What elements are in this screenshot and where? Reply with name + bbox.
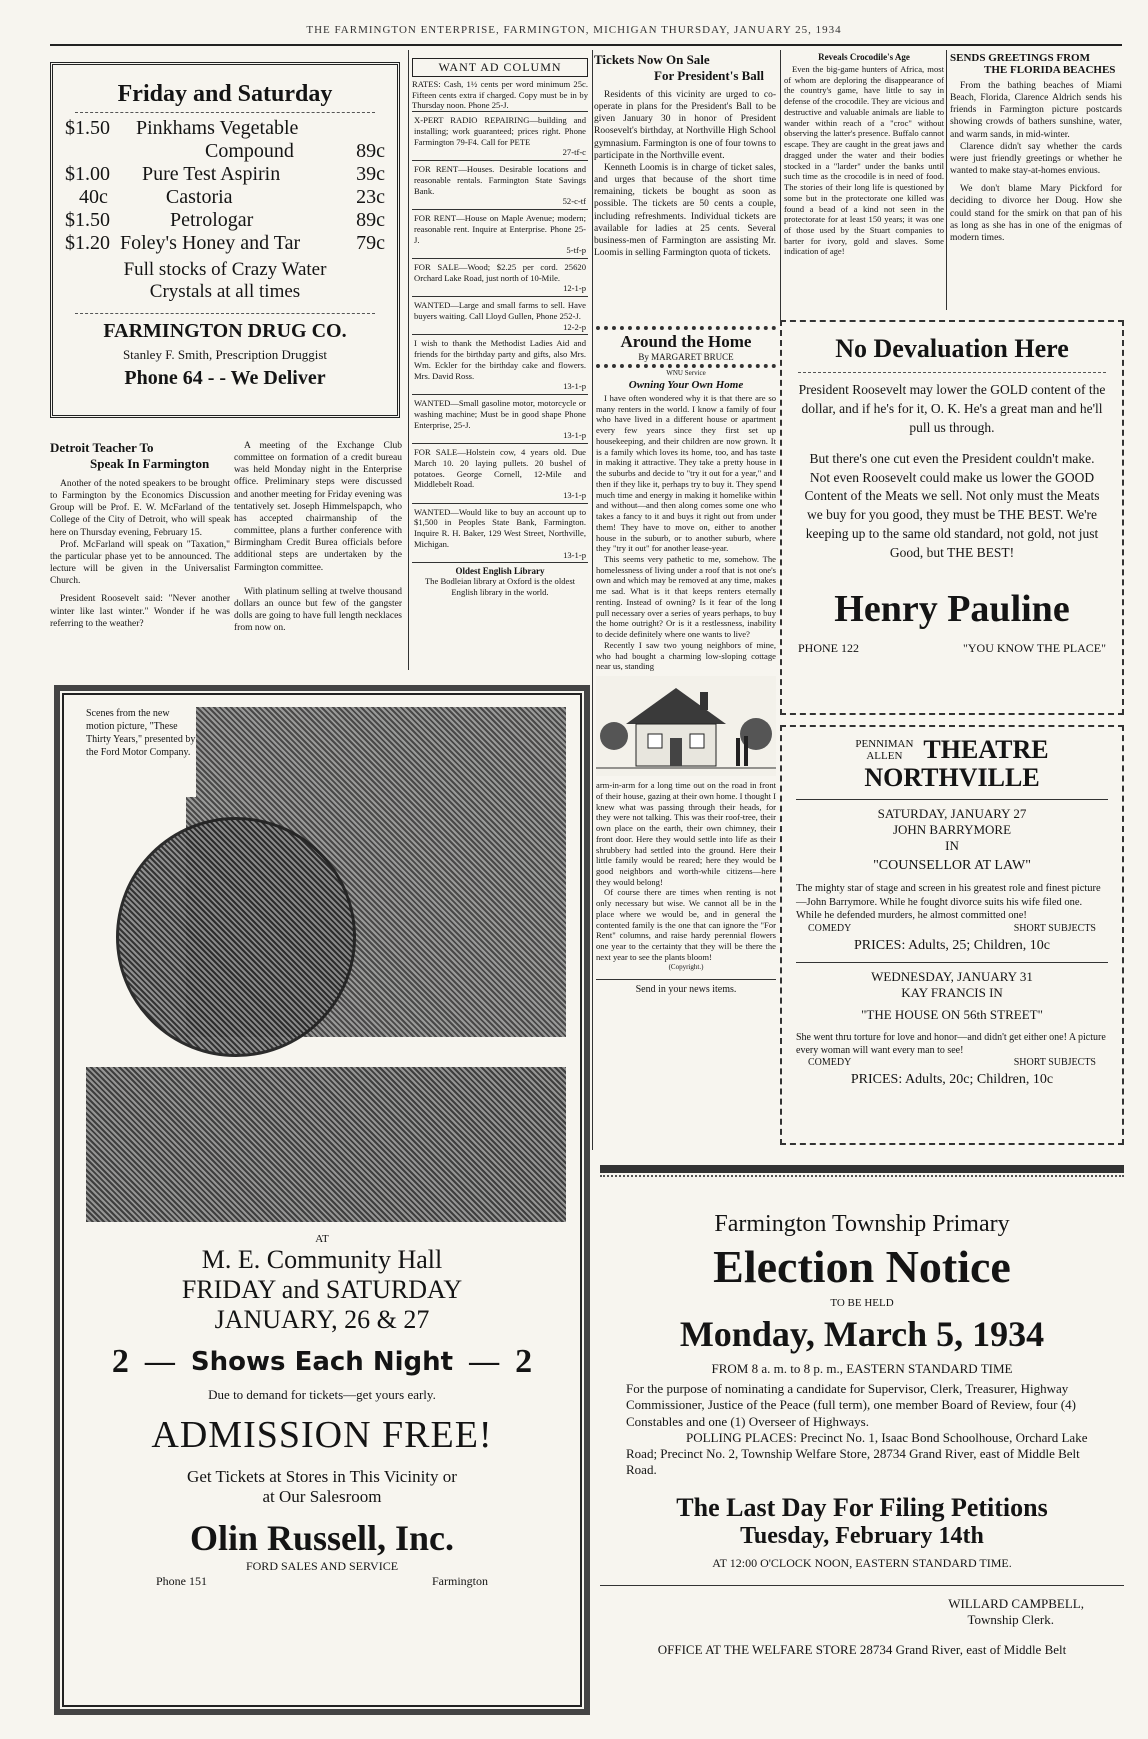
ticket-prices: PRICES: Adults, 25; Children, 10c [853,937,1050,953]
price-row [65,232,385,255]
want-ad-code: 5-tf-p [566,245,586,256]
note-line: Full stocks of Crazy Water [123,259,327,280]
library-item [412,562,588,597]
divider [796,799,1108,800]
ad-paragraph: President Roosevelt may lower the GOLD content of the dollar, and if he's for it, O. K. He's a great man and he'll pull us through. [798,382,1106,435]
want-ad-item [412,394,588,443]
home-subhead: Owning Your Own Home [628,379,744,391]
around-the-home-column [596,326,776,995]
home-byline: By MARGARET BRUCE [638,352,734,362]
extra-label: COMEDY [808,922,852,934]
theatre-ad [780,725,1124,1145]
home-body: Recently I saw two young neighbors of mine, who had bought a charming low-sloping cottage near us, standing [596,639,776,672]
want-ad-column [412,58,588,598]
cottage-illustration [596,676,776,776]
price-row [65,186,385,209]
article-title: Speak In Farmington [90,456,210,471]
article-body: A meeting of the Exchange Club committee on formation of a credit bureau was held Monday night in the Enterprise office. Preliminary steps were discussed and another meeting for Friday evening was tentatively set. Joseph Himmelspapch, who has accepted chairmanship of the committee, plans a further conference with Birmingham Credit Burea officials before additional steps are undertaken by the Farmington committee. [234,441,402,573]
article-title: SENDS GREETINGS FROM [950,52,1090,64]
ticket-info: Get Tickets at Stores in This Vicinity or [187,1467,457,1486]
product-name: Pinkhams Vegetable [136,117,299,139]
drug-phone: Phone 64 - - We Deliver [124,366,326,389]
caption-box [86,707,196,797]
presidents-ball-article [594,52,776,259]
want-ad-text: FOR RENT—Houses. Desirable locations and reasonable rentals. Farmington State Savings Bank. [414,164,586,196]
show-in: IN [945,838,959,853]
article-body: With platinum selling at twelve thousand dollars an ounce but few of the gangster dolls are going to have full length necklaces from now on. [234,586,402,634]
election-purpose: For the purpose of nominating a candidate for Supervisor, Clerk, Treasurer, Highway Commissioner, Justice of the Peace (full term), one member Board of Review, four (4) Constables and one (1) Overseer of Highways. [626,1381,1076,1429]
dealer-phone: Phone 151 [156,1574,207,1588]
column-divider [946,50,947,310]
dealer-service: FORD SALES AND SERVICE [245,1559,399,1573]
column-divider [780,50,781,320]
want-ad-text: FOR SALE—Holstein cow, 4 years old. Due March 10. 20 laying pullets. 20 bushel of potatoes. George Cornell, 12-Mile and Middlebelt Road. [414,447,586,490]
divider [798,372,1106,373]
theatre-name: PENNIMAN [855,737,914,750]
home-body: arm-in-arm for a long time out on the road in front of their house, gazing at their own home. I thought I knew what was passing through their heads, for they were not talking. This was their roof-tree, their own place on the earth, their own chimney, their front door. Here they would settle into life as their shrubbery had settled into the ground. Here their little family would be reared; here they would be good neighbors and worth-while citizens—here they would belong! [596,780,776,887]
column-divider [408,50,409,670]
show-dates: JANUARY, 26 & 27 [214,1305,430,1334]
want-ad-text: X-PERT RADIO REPAIRING—building and installing; work guaranteed; prices right. Phone Farmington 79-F4. Call for PETE [414,115,586,147]
crazy-water-note [65,259,385,303]
held-label: TO BE HELD [830,1297,894,1309]
want-ad-code: 52-c-tf [562,196,586,207]
home-header [596,326,776,368]
want-ad-item [412,443,588,503]
ad-footer [798,641,1106,656]
polling-places: POLLING PLACES: Precinct No. 1, Isaac Bond Schoolhouse, Orchard Lake Road; Precinct No. 2, Township Welfare Store, 28734 Grand River, east of Middle Belt Road. [626,1429,1088,1478]
film-title: "COUNSELLOR AT LAW" [873,858,1031,873]
clerk-name: WILLARD CAMPBELL, [948,1595,1084,1611]
divider [75,112,375,113]
home-body: This seems very pathetic to me, somehow. The homelessness of living under a roof that is not one's own and which may be removed at any time, makes me sad. What is it that keeps renters eternally renting. Instead of owning? Is it fear of the long pull necessary over a series of years perhaps, to buy the home outright? Or is it a restlessness, inability to decide definitely where one wants to live? [596,554,776,640]
product-name: Petrologar [170,209,254,231]
masthead: THE FARMINGTON ENTERPRISE, FARMINGTON, MICHIGAN THURSDAY, JANUARY 25, 1934 [306,24,842,36]
theatre-names [855,738,913,762]
product-name: Compound [205,140,294,162]
ad-paragraph: But there's one cut even the President couldn't make. Not even Roosevelt could make us lower the GOOD Content of the Meats we sell. Not only must the Meats we buy for you good, they must be THE BEST. We're keeping up to the same old standard, not gold, not just Good, but THE BEST! [804,450,1100,561]
store-phone: PHONE 122 [798,641,860,656]
sale-price: 89c [356,140,385,162]
original-price: $1.00 [65,163,110,185]
show-days: FRIDAY and SATURDAY [181,1275,463,1304]
masthead-rule [50,44,1122,46]
want-ad-item [412,503,588,563]
original-price: 40c [79,186,108,208]
want-ad-code: 12-2-p [563,321,586,332]
divider [600,1175,1124,1177]
home-body: Of course there are times when renting is not only necessary but wise. We cannot all be in the place where we would be, and in general the contented family is the one that can ignore the "For Rent" columns, and raise hardy perennial flowers one year to the certainty that they will be there the next year to see the plants bloom! [596,887,776,962]
extra-label: SHORT SUBJECTS [1013,1056,1096,1068]
want-ad-code: 13-1-p [563,430,586,441]
want-ad-item [412,111,588,160]
drug-price-list [65,117,385,255]
product-name: Castoria [165,186,233,208]
sale-price: 23c [356,186,385,208]
article-body: Prof. McFarland will speak on "Taxation," the particular phase yet to be announced. The lecture will be given in the Universalist Church. [50,539,230,587]
theatre-name: ALLEN [866,750,903,762]
price-row [65,117,385,140]
dealer-footer [86,1574,558,1589]
theatre-title: THEATRE [923,735,1049,764]
at-label: AT [315,1233,329,1245]
crowd-scene-photo [86,1067,566,1222]
want-ad-item [412,296,588,334]
shows-label: Shows Each Night [190,1347,454,1377]
divider [75,313,375,314]
venue: M. E. Community Hall [201,1245,443,1274]
article-body: Kenneth Loomis is in charge of ticket sales, and urges that because of the short time remaining, tickets be bought as soon as possible. The tickets are 50 cents a couple, including refreshments. Individual tickets are available for ladies at 25 cents. Several business-men of Farmington are assisting Mr. Loomis in selling Farmington quota of tickets. [594,162,776,259]
theatre-header [796,735,1108,765]
dealer-town: Farmington [432,1574,488,1588]
petition-deadline-time: AT 12:00 O'CLOCK NOON, EASTERN STANDARD TIME. [712,1555,1012,1570]
drug-company: FARMINGTON DRUG CO. [103,319,347,342]
shows-count: 2 [515,1343,533,1380]
demand-note: Due to demand for tickets—get yours early. [208,1387,436,1402]
crocodile-article [784,52,944,257]
article-body: President Roosevelt said: "Never another winter like last winter." Wonder if he was referring to the weather? [50,594,230,629]
shows-banner: 2 — Shows Each Night — 2 [111,1343,533,1380]
home-body: I have often wondered why it is that there are so many renters in the world. I know a family of four who have lived in a different house or apartment every few years since they first set up housekeeping, and their children are now grown. It is a family which loves its home, too, and has taste in making it attractive. They take a pretty house in the suburbs and decide to "try it out for a year," and then if they like it, perhaps try to buy it. They spend much time and energy in making it homelike within and without—and then along comes some one who takes a fancy to it and buys it right out from under them! They have to move on, either to another house in the suburb, or to another suburb, where they "try it out" for another lease-year. [596,393,776,554]
drug-store-ad [50,62,400,418]
library-body: The Bodleian library at Oxford is the oldest English library in the world. [424,576,576,598]
want-ad-item [412,334,588,394]
sale-price: 79c [356,232,385,254]
original-price: $1.50 [65,209,110,231]
article-body: Another of the noted speakers to be brought to Farmington by the Economics Discussion Group will be Prof. E. W. McFarland of the College of the City of Detroit, who will speak here on Thursday evening, February 15. [50,479,230,538]
want-ad-text: WANTED—Small gasoline motor, motorcycle or washing machine; Must be in good shape Phone Enterprise, 25-J. [414,398,586,430]
drug-owner: Stanley F. Smith, Prescription Druggist [122,346,328,362]
florida-article [950,52,1122,244]
dealer-name: Olin Russell, Inc. [189,1518,455,1558]
extra-label: COMEDY [808,1056,852,1068]
article-body: Residents of this vicinity are urged to co-operate in plans for the President's Ball to be given January 30 in honor of President Roosevelt's birthday, at Northville High School gymnasium. Farmington is one of four towns to participate in the Northville event. [594,90,776,161]
film-description: She went thru torture for love and honor—and didn't get either one! A picture every woman will want every man to see! [796,1031,1106,1056]
original-price: $1.20 [65,232,110,254]
divider [796,962,1108,963]
want-ad-code: 27-tf-c [562,147,586,158]
petition-deadline-date: Tuesday, February 14th [740,1522,984,1549]
admission-free: ADMISSION FREE! [151,1414,493,1456]
want-ad-item [412,258,588,296]
article-title: THE FLORIDA BEACHES [984,64,1116,76]
notice-title: Farmington Township Primary [714,1211,1010,1237]
film-description: The mighty star of stage and screen in his greatest role and finest picture—John Barrymore. While he fought divorce suits his wife filed one. While he defended murders, he almost committed one! [796,883,1101,922]
original-price: $1.50 [65,117,110,139]
show-extras [796,923,1108,934]
send-news-note: Send in your news items. [596,979,776,995]
show-star: KAY FRANCIS IN [901,984,1003,1000]
want-ad-code: 13-1-p [563,489,586,500]
want-ad-code: 12-1-p [563,283,586,294]
clerk-office: OFFICE AT THE WELFARE STORE 28734 Grand River, east of Middle Belt [657,1641,1067,1657]
want-ad-text: FOR RENT—House on Maple Avenue; modern; reasonable rent. Inquire at Enterprise. Phone 25-J. [414,213,586,245]
article-title: Detroit Teacher To [50,440,154,455]
product-name: Foley's Honey and Tar [120,232,301,254]
home-title: Around the Home [620,332,752,351]
ford-movie-ad [54,685,590,1715]
show-date: SATURDAY, JANUARY 27 [877,806,1027,821]
article-title: Reveals Crocodile's Age [818,52,910,62]
want-ad-text: FOR SALE—Wood; $2.25 per cord. 25620 Orchard Lake Road, just north of 10-Mile. [414,262,586,283]
extra-label: SHORT SUBJECTS [1013,922,1096,934]
show-date: WEDNESDAY, JANUARY 31 [871,968,1033,984]
show-star: JOHN BARRYMORE [892,822,1012,837]
divider [600,1585,1124,1586]
article-body: We don't blame Mary Pickford for deciding to divorce her Doug. How she could stand for the smirk on that pan of his as long as she has in one of the enigmas of modern times. [950,184,1122,243]
service-credit: WNU Service [666,369,706,377]
article-title: For President's Ball [654,68,765,83]
circular-scene-photo [116,817,356,1057]
drug-ad-heading: Friday and Saturday [117,81,333,107]
store-name: Henry Pauline [834,588,1070,631]
election-notice [600,1165,1124,1730]
henry-pauline-ad [780,320,1124,715]
teacher-article [50,440,230,630]
photo-caption: Scenes from the new motion picture, "These Thirty Years," presented by the Ford Motor Company. [86,708,196,758]
shows-count: 2 [111,1343,129,1380]
article-body: Clarence didn't say whether the cards were just friendly greetings or whether he wanted to make stay-at-homes envious. [950,141,1122,177]
product-name: Pure Test Aspirin [142,163,281,185]
want-ad-item [412,160,588,209]
ticket-prices: PRICES: Adults, 20c; Children, 10c [850,1071,1054,1087]
sale-price: 89c [356,209,385,231]
want-ad-text: I wish to thank the Methodist Ladies Aid and friends for the birthday party and gifts, also Mrs. Wm. Eckler for the birthday cake and flowers. Mrs. David Ross. [414,338,586,381]
article-body: From the bathing beaches of Miami Beach, Florida, Clarence Aldrich sends his friends in Farmington picture postcards showing crowds of bathers sunshine, water, and warm sands, in mid-winter. [950,81,1122,140]
election-date: Monday, March 5, 1934 [679,1314,1045,1354]
library-title: Oldest English Library [455,566,545,577]
store-slogan: "YOU KNOW THE PLACE" [962,641,1106,656]
want-ad-rates: RATES: Cash, 1½ cents per word minimum 25c. Fifteen cents extra if charged. Copy must be in by Thursday noon. Phone 25-J. [412,79,588,111]
election-time: FROM 8 a. m. to 8 p. m., EASTERN STANDARD TIME [711,1361,1013,1376]
column-divider [592,50,593,1150]
sale-price: 39c [356,163,385,185]
want-ad-text: WANTED—Large and small farms to sell. Have buyers waiting. Call Lloyd Gullen, Phone 252-J. [414,300,586,321]
want-ad-text: WANTED—Would like to buy an account up to $1,500 in Peoples State Bank, Farmington. Inquire R. H. Baker, 129 West Street, Northville, Michigan. [414,506,586,549]
show-extras [796,1057,1108,1068]
notice-heading: Election Notice [713,1241,1011,1292]
film-title: "THE HOUSE ON 56th STREET" [861,1006,1043,1022]
price-row [65,163,385,186]
petition-deadline-heading: The Last Day For Filing Petitions [676,1492,1048,1522]
copyright: (Copyright.) [668,962,704,971]
theatre-city: NORTHVILLE [864,763,1040,792]
want-ad-code: 13-1-p [563,549,586,560]
want-ad-title: WANT AD COLUMN [412,58,588,77]
price-row [65,140,385,163]
ad-title: No Devaluation Here [835,334,1069,363]
movie-scenes [86,707,566,1227]
article-body: Even the big-game hunters of Africa, most of whom are deploring the disappearance of the country's game, have little to say in defense of the crocodile. They are vicious and destructive and valuable animals are liable to wander within reach of a "croc" without observing the latter's presence. Buffalo cannot escape. They are caught in the great jaws and dragged under the water and their bodies stocked in a "larder" under the banks until such time as the crocodile is in need of food. The stories of their long life is questioned by some but in the protectorate one killed was found a bead of a kind not seen in the protectorate for at least 150 years; it was one of those used by the Stuart companies to barter for ivory, gold and slaves. Some indication of age! [784,64,944,257]
want-ad-list [412,111,588,562]
want-ad-code: 13-1-p [563,381,586,392]
price-row [65,209,385,232]
article-title: Tickets Now On Sale [594,52,710,67]
clerk-title: Township Clerk. [967,1611,1054,1627]
want-ad-item [412,209,588,258]
exchange-club-article [234,440,402,634]
note-line: Crystals at all times [149,280,301,302]
ticket-info: at Our Salesroom [262,1487,382,1506]
